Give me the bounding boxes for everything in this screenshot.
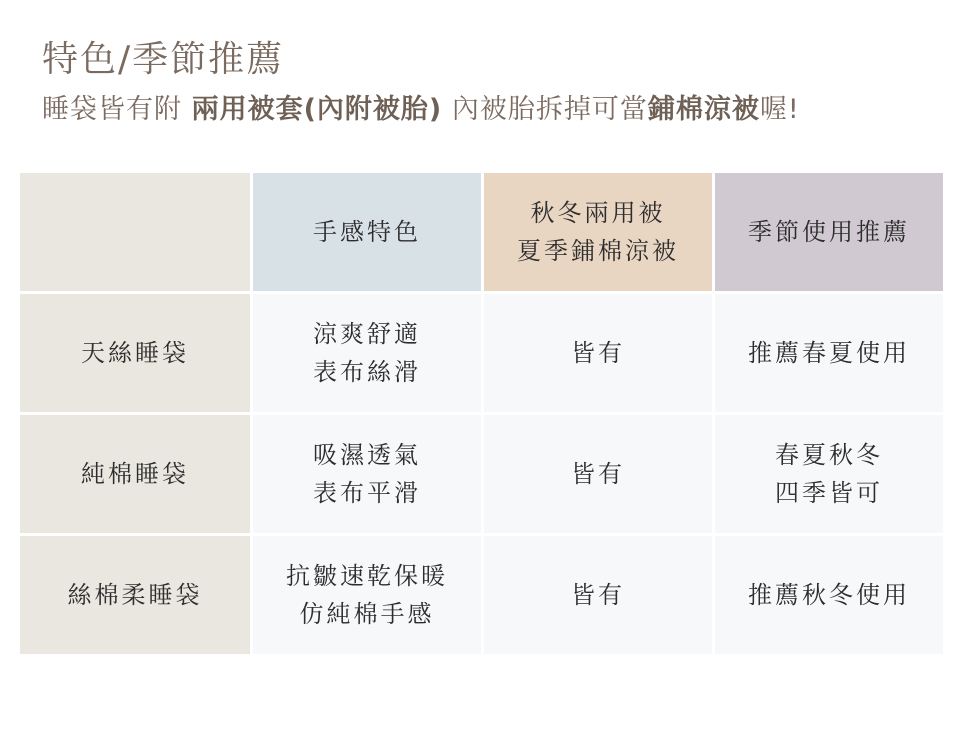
cell-line: 表布絲滑 — [313, 358, 421, 386]
cell-silk-cotton-season — [715, 536, 943, 654]
cell-line: 四季皆可 — [775, 479, 883, 507]
cell-line: 皆有 — [571, 581, 625, 609]
row-label-tencel — [20, 294, 250, 412]
cell-cotton-feel — [253, 415, 481, 533]
cell-silk-cotton-feel — [253, 536, 481, 654]
header-cell-blank — [20, 173, 250, 291]
cell-line: 抗皺速乾保暖 — [286, 562, 448, 590]
header-feel-label: 手感特色 — [313, 218, 421, 246]
subtitle-segment: 內被胎拆掉可當 — [442, 94, 648, 125]
cell-line: 春夏秋冬 — [775, 441, 883, 469]
feature-season-table — [20, 173, 943, 654]
cell-tencel-feel — [253, 294, 481, 412]
page-subtitle — [42, 92, 800, 128]
row-label-text: 絲棉柔睡袋 — [67, 581, 203, 609]
cell-line: 皆有 — [571, 460, 625, 488]
header-duvet-line1: 秋冬兩用被 — [530, 199, 666, 227]
cell-tencel-season — [715, 294, 943, 412]
row-label-text: 純棉睡袋 — [81, 460, 189, 488]
cell-cotton-season — [715, 415, 943, 533]
row-label-silk-cotton — [20, 536, 250, 654]
subtitle-segment-bold: 鋪棉涼被 — [647, 94, 760, 125]
cell-tencel-duvet — [484, 294, 712, 412]
header-duvet-line2: 夏季鋪棉涼被 — [517, 237, 679, 265]
subtitle-segment: 睡袋皆有附 — [42, 94, 192, 125]
row-label-cotton — [20, 415, 250, 533]
header-season-label: 季節使用推薦 — [748, 218, 910, 246]
subtitle-segment-bold: 兩用被套(內附被胎) — [191, 94, 443, 125]
page-title: 特色/季節推薦 — [42, 39, 285, 80]
cell-line: 吸濕透氣 — [313, 441, 421, 469]
header-cell-season — [715, 173, 943, 291]
cell-silk-cotton-duvet — [484, 536, 712, 654]
cell-cotton-duvet — [484, 415, 712, 533]
row-label-text: 天絲睡袋 — [81, 339, 189, 367]
subtitle-segment: 喔! — [759, 94, 800, 125]
cell-line: 表布平滑 — [313, 479, 421, 507]
cell-line: 推薦秋冬使用 — [748, 581, 910, 609]
header-cell-duvet — [484, 173, 712, 291]
cell-line: 涼爽舒適 — [313, 320, 421, 348]
cell-line: 推薦春夏使用 — [748, 339, 910, 367]
cell-line: 皆有 — [571, 339, 625, 367]
header-cell-feel — [253, 173, 481, 291]
cell-line: 仿純棉手感 — [299, 600, 435, 628]
